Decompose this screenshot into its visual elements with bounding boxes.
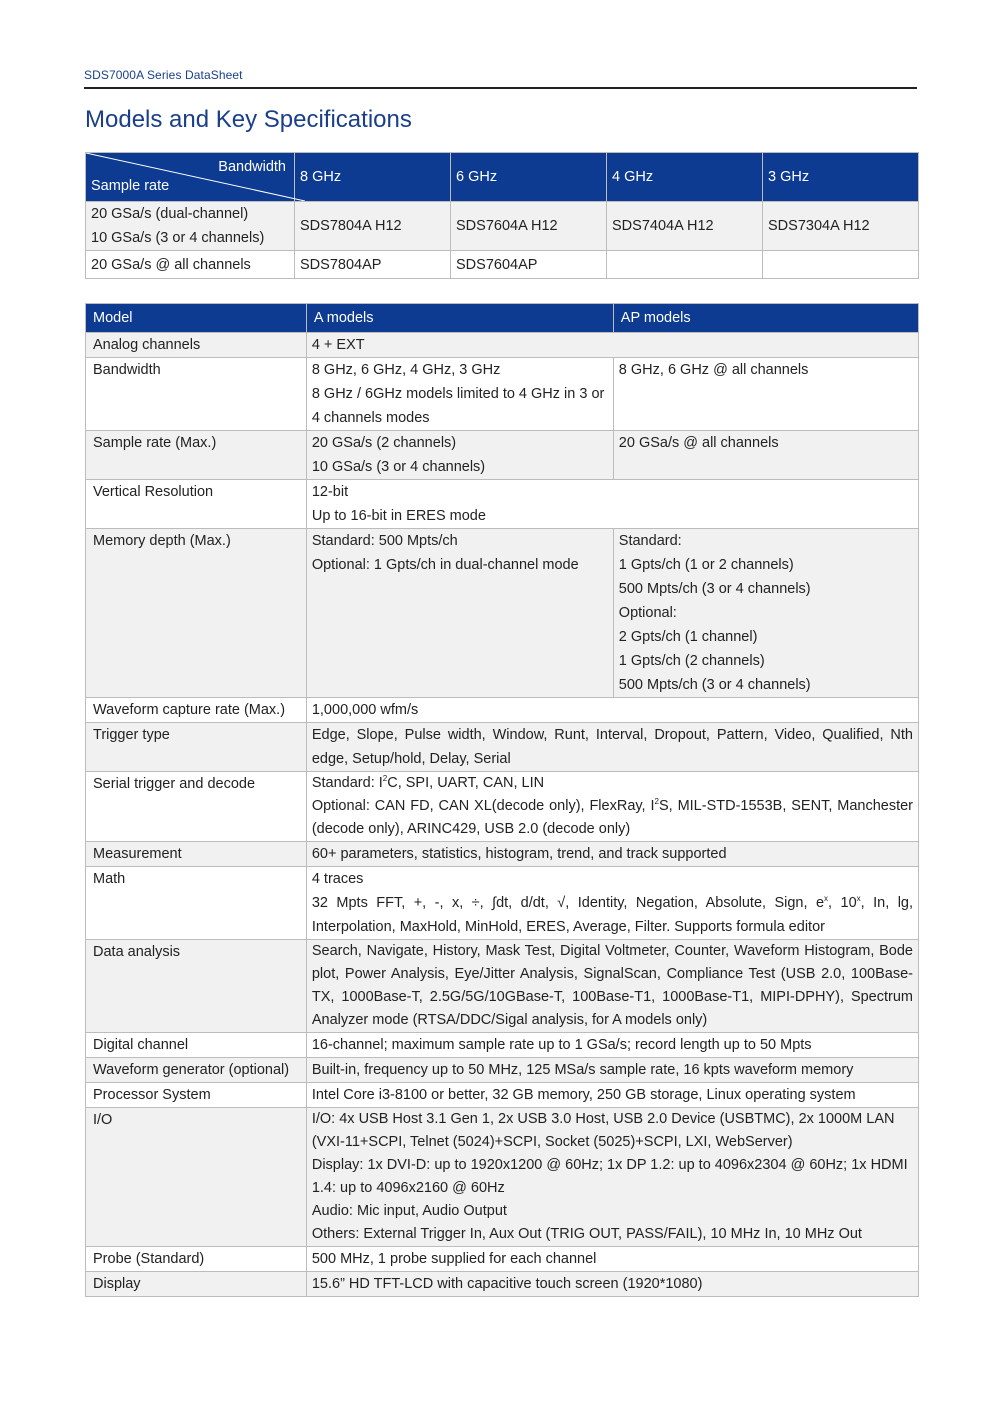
text-fragment: 32 Mpts FFT, +, -, x, ÷, ∫dt, d/dt, √, Identity, Negation, Absolute, Sign, e — [311, 895, 825, 911]
models-table-header — [86, 153, 919, 202]
table-row — [86, 529, 919, 698]
datasheet-header: SDS7000A Series DataSheet — [84, 68, 243, 82]
text-fragment: Optional: CAN FD, CAN XL(decode only), FlexRay, I — [311, 798, 655, 814]
table-row — [86, 202, 919, 251]
spec-value: Intel Core i3-8100 or better, 32 GB memory, 250 GB storage, Linux operating system — [306, 1083, 918, 1108]
bandwidth-header-3ghz: 3 GHz — [763, 153, 919, 202]
model-cell — [607, 251, 763, 279]
spec-line: 4 channels modes — [311, 410, 430, 426]
table-row — [86, 333, 919, 358]
spec-value — [306, 1108, 918, 1247]
bandwidth-corner-label: Bandwidth — [218, 159, 286, 175]
spec-value: 500 MHz, 1 probe supplied for each channel — [306, 1247, 918, 1272]
spec-value: 60+ parameters, statistics, histogram, trend, and track supported — [306, 842, 918, 867]
spec-label: Serial trigger and decode — [86, 772, 307, 842]
spec-label: Probe (Standard) — [86, 1247, 307, 1272]
superscript: x — [824, 894, 829, 904]
model-cell: SDS7304A H12 — [763, 202, 919, 251]
model-cell: SDS7604A H12 — [451, 202, 607, 251]
superscript: 2 — [382, 774, 388, 784]
spec-label: Vertical Resolution — [86, 480, 307, 529]
spec-value-a — [306, 358, 613, 431]
header-model: Model — [86, 304, 307, 333]
table-row — [86, 698, 919, 723]
spec-value: Search, Navigate, History, Mask Test, Digital Voltmeter, Counter, Waveform Histogram, Bode plot, Power Analysis, Eye/Jitter Analysis, SignalScan, Compliance Test (USB 2.0, 100Base-TX, 1000Base-T, 2.5G/5G/10GBase-T, 100Base-T1, 1000Base-T1, MIPI-DPHY), Spectrum Analyzer mode (RTSA/DDC/Sigal analysis, for A models only) — [306, 940, 918, 1033]
spec-line: 20 GSa/s @ all channels — [618, 435, 779, 451]
spec-label: Trigger type — [86, 723, 307, 772]
page-title: Models and Key Specifications — [85, 106, 412, 133]
spec-label: Display — [86, 1272, 307, 1297]
table-row — [86, 1058, 919, 1083]
spec-label: Memory depth (Max.) — [86, 529, 307, 698]
model-cell — [763, 251, 919, 279]
sample-rate-line: 10 GSa/s (3 or 4 channels) — [91, 230, 265, 246]
models-table — [85, 152, 919, 279]
spec-value: 1,000,000 wfm/s — [306, 698, 918, 723]
table-row — [86, 480, 919, 529]
table-row — [86, 723, 919, 772]
sample-rate-line: 20 GSa/s (dual-channel) — [91, 206, 249, 222]
text-fragment: Standard: I — [311, 775, 383, 791]
spec-label: Digital channel — [86, 1033, 307, 1058]
spec-value-ap — [613, 529, 918, 698]
table-row — [86, 842, 919, 867]
superscript: x — [856, 894, 861, 904]
spec-label: Bandwidth — [86, 358, 307, 431]
spec-value: 16-channel; maximum sample rate up to 1 GSa/s; record length up to 50 Mpts — [306, 1033, 918, 1058]
model-cell: SDS7404A H12 — [607, 202, 763, 251]
spec-value — [306, 772, 918, 842]
text-fragment: S, MIL-STD-1553B, SENT, Manchester (decode only), ARINC429, USB 2.0 (decode only) — [311, 798, 914, 837]
serial-optional-line — [312, 795, 913, 841]
spec-line: Optional: — [618, 605, 677, 621]
table-row — [86, 772, 919, 842]
sample-rate-cell: 20 GSa/s @ all channels — [86, 251, 295, 279]
spec-label: Sample rate (Max.) — [86, 431, 307, 480]
header-divider — [84, 87, 917, 89]
spec-line: 1 Gpts/ch (2 channels) — [618, 653, 765, 669]
spec-value: Built-in, frequency up to 50 MHz, 125 MSa/s sample rate, 16 kpts waveform memory — [306, 1058, 918, 1083]
model-cell: SDS7804A H12 — [295, 202, 451, 251]
sample-rate-corner-label: Sample rate — [91, 178, 170, 194]
table-row — [86, 1272, 919, 1297]
spec-value — [306, 480, 918, 529]
table-row — [86, 867, 919, 940]
spec-line: 8 GHz, 6 GHz, 4 GHz, 3 GHz — [311, 362, 501, 378]
table-row — [86, 1033, 919, 1058]
table-row — [86, 1247, 919, 1272]
spec-line: 10 GSa/s (3 or 4 channels) — [311, 459, 486, 475]
spec-label: Measurement — [86, 842, 307, 867]
spec-value: 15.6” HD TFT-LCD with capacitive touch screen (1920*1080) — [306, 1272, 918, 1297]
table-row — [86, 1108, 919, 1247]
table-row — [86, 1083, 919, 1108]
spec-line: Up to 16-bit in ERES mode — [311, 508, 486, 524]
spec-value-a — [306, 431, 613, 480]
spec-line: 12-bit — [311, 484, 349, 500]
io-ports: I/O: 4x USB Host 3.1 Gen 1, 2x USB 3.0 Host, USB 2.0 Device (USBTMC), 2x 1000M LAN (VXI-11+SCPI, Telnet (5024)+SCPI, Socket (5025)+SCPI, LXI, WebServer) — [311, 1111, 895, 1150]
spec-value-ap — [613, 431, 918, 480]
math-line: 4 traces — [311, 871, 364, 887]
spec-value: 4 + EXT — [306, 333, 918, 358]
spec-value — [306, 867, 918, 940]
spec-line: 8 GHz, 6 GHz @ all channels — [618, 362, 809, 378]
spec-table-header — [86, 304, 919, 333]
table-row — [86, 940, 919, 1033]
spec-label: Processor System — [86, 1083, 307, 1108]
bandwidth-header-4ghz: 4 GHz — [607, 153, 763, 202]
spec-line: Optional: 1 Gpts/ch in dual-channel mode — [311, 557, 579, 573]
bandwidth-header-8ghz: 8 GHz — [295, 153, 451, 202]
spec-label: Data analysis — [86, 940, 307, 1033]
spec-line: 8 GHz / 6GHz models limited to 4 GHz in 3 or — [311, 386, 605, 402]
text-fragment: , 10 — [828, 895, 857, 911]
io-display: Display: 1x DVI-D: up to 1920x1200 @ 60Hz; 1x DP 1.2: up to 4096x2304 @ 60Hz; 1x HDMI 1.4: up to 4096x2160 @ 60Hz — [311, 1157, 908, 1196]
spec-table — [85, 303, 919, 1297]
serial-standard-line — [312, 772, 913, 795]
superscript: 2 — [654, 797, 659, 807]
spec-value: Edge, Slope, Pulse width, Window, Runt, Interval, Dropout, Pattern, Video, Qualified, Nth edge, Setup/hold, Delay, Serial — [306, 723, 918, 772]
spec-label: Waveform generator (optional) — [86, 1058, 307, 1083]
spec-line: 1 Gpts/ch (1 or 2 channels) — [618, 557, 794, 573]
math-functions — [312, 891, 913, 939]
model-cell: SDS7604AP — [451, 251, 607, 279]
spec-line: 2 Gpts/ch (1 channel) — [618, 629, 758, 645]
corner-header-cell — [86, 153, 295, 202]
io-audio: Audio: Mic input, Audio Output — [311, 1203, 507, 1219]
spec-line: 500 Mpts/ch (3 or 4 channels) — [618, 581, 811, 597]
spec-value-ap — [613, 358, 918, 431]
spec-line: Standard: — [618, 533, 682, 549]
model-cell: SDS7804AP — [295, 251, 451, 279]
text-fragment: C, SPI, UART, CAN, LIN — [387, 775, 545, 791]
spec-label: I/O — [86, 1108, 307, 1247]
spec-line: 500 Mpts/ch (3 or 4 channels) — [618, 677, 811, 693]
spec-label: Analog channels — [86, 333, 307, 358]
table-row — [86, 431, 919, 480]
spec-value-a — [306, 529, 613, 698]
spec-label: Math — [86, 867, 307, 940]
spec-label: Waveform capture rate (Max.) — [86, 698, 307, 723]
spec-line: Standard: 500 Mpts/ch — [311, 533, 458, 549]
table-row — [86, 251, 919, 279]
io-others: Others: External Trigger In, Aux Out (TRIG OUT, PASS/FAIL), 10 MHz In, 10 MHz Out — [311, 1226, 862, 1242]
sample-rate-cell — [86, 202, 295, 251]
table-row — [86, 358, 919, 431]
header-ap-models: AP models — [613, 304, 918, 333]
bandwidth-header-6ghz: 6 GHz — [451, 153, 607, 202]
spec-line: 20 GSa/s (2 channels) — [311, 435, 457, 451]
header-a-models: A models — [306, 304, 613, 333]
text-fragment: , In, lg, Interpolation, MaxHold, MinHold, ERES, Average, Filter. Supports formula editor — [311, 895, 914, 935]
